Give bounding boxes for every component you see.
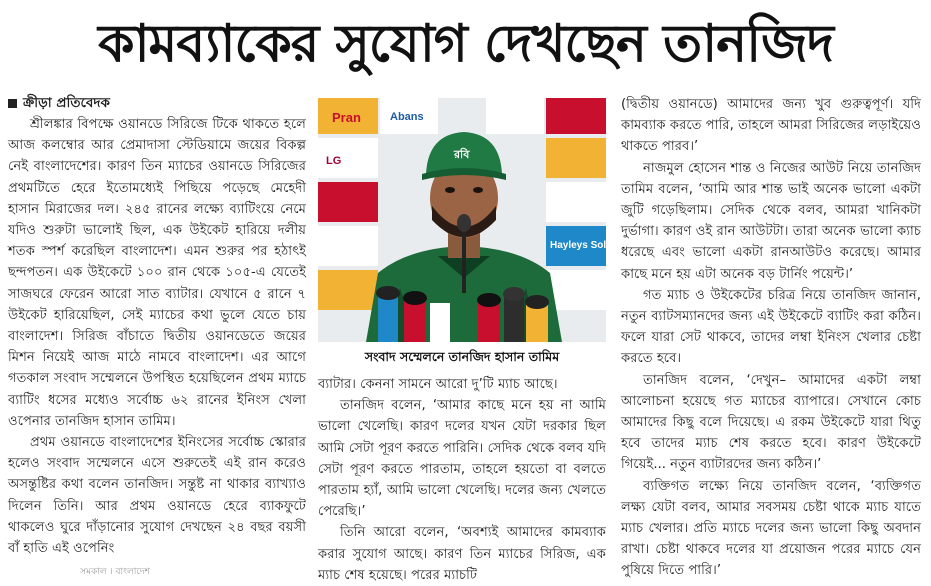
byline-text: ক্রীড়া প্রতিবেদক	[23, 95, 110, 111]
press-conference-image	[318, 98, 616, 342]
article-column-1	[8, 94, 306, 559]
paragraph: তিনি আরো বলেন, ‘অবশ্যই আমাদের কামব্যাক করার সুযোগ আছে। কারণ তিন ম্যাচের সিরিজ, এক ম্যাচ শেষ হয়েছে। পরের ম্যাচটি	[318, 525, 606, 583]
footer-text: সমকাল । বাংলাদেশ	[80, 567, 150, 577]
footer-fragment	[0, 566, 931, 575]
sponsor-text: Hayleys Solar	[550, 240, 616, 251]
paragraph: নাজমুল হোসেন শান্ত ও নিজের আউট নিয়ে তানজিদ তামিম বলেন, ‘আমি আর শান্ত ভাই অনেক ভালো একটা জুটি গড়েছিলাম। সেদিক থেকে বলব, আমরা খানিকটা দুর্ভাগা। কারণ ওই রান আউটটা। তারা অনেক ভালো ক্যাচ ধরেছে এবং ভালো একটা রানআউটও করেছে। আমার কাছে মনে হয় এটা অনেক বড় টার্নিং পয়েন্ট।’	[621, 160, 921, 282]
headline: কামব্যাকের সুযোগ দেখছেন তানজিদ	[98, 14, 833, 74]
byline	[8, 94, 306, 112]
square-bullet-icon	[8, 99, 17, 108]
article-column-2	[318, 374, 606, 586]
paragraph: গত ম্যাচ ও উইকেটের চরিত্র নিয়ে তানজিদ জানান, নতুন ব্যাটসম্যানদের জন্য এই উইকেটে ব্যাটিং করা কঠিন। ফলে যারা সেট থাকবে, তাদের লম্বা ইনিংস খেলার চেষ্টা করতে হবে।	[621, 287, 921, 367]
article-column-3	[621, 94, 921, 582]
sponsor-text: Abans	[390, 111, 424, 123]
paragraph: তানজিদ বলেন, ‘দেখুন– আমাদের একটা লম্বা আলোচনা হয়েছে গত ম্যাচের ব্যাপারে। সেখানে কোচ আমাদের কিছু বলে দিয়েছে। এ রকম উইকেটে যারা থিতু হবে তাদের ম্যাচ শেষ করতে হবে। কারণ উইকেটে গিয়েই... নতুন ব্যাটারদের জন্য কঠিন।’	[621, 372, 921, 473]
sponsor-text: LG	[326, 155, 342, 167]
paragraph: ব্যাটার। কেননা সামনে আরো দু’টি ম্যাচ আছে।	[318, 377, 558, 392]
article-photo	[318, 98, 616, 342]
paragraph: শ্রীলঙ্কার বিপক্ষে ওয়ানডে সিরিজে টিকে থাকতে হলে আজ কলম্বোর আর প্রেমাদাসা স্টেডিয়ামে জয়ের বিকল্প নেই বাংলাদেশের। কারণ তিন ম্যাচের ওয়ানডে সিরিজের প্রথমটিতে হেরে ইতোমধ্যেই পিছিয়ে পড়েছে মেহেদী হাসান মিরাজের দল। ২৪৫ রানের লক্ষ্যে ব্যাটিংয়ে নেমে যদিও শুরুটা ভালোই ছিল, এক উইকেট হারিয়ে দলীয় শতক স্পর্শ করেছিল বাংলাদেশ। এমন শুরুর পর হঠাৎই ছন্দপতন। এক উইকেটে ১০০ রান থেকে ১০৫-এ যেতেই সাজঘরে ফেরেন আরো সাত ব্যাটার। যেখানে ৫ রানে ৭ উইকেট হারিয়েছিল, সেই ম্যাচের কথা ভুলে যেতে চায় বাংলাদেশ। সিরিজ বাঁচাতে দ্বিতীয় ওয়ানডেতে জয়ের মিশন নিয়েই আজ মাঠে নামবে বাংলাদেশ। এর আগে গতকাল সংবাদ সম্মেলনে উপস্থিত হয়েছিলেন প্রথম ম্যাচে ব্যাটিং ধসের মধ্যেও সর্বোচ্চ ৬২ রানের ইনিংস খেলা ওপেনার তানজিদ হাসান তামিম।	[8, 117, 306, 429]
photo-caption: সংবাদ সম্মেলনে তানজিদ হাসান তামিম	[364, 349, 560, 364]
paragraph: (দ্বিতীয় ওয়ানডে) আমাদের জন্য খুব গুরুত্বপূর্ণ। যদি কামব্যাক করতে পারি, তাহলে আমরা সিরিজের লড়াইয়েও থাকতে পারব।’	[621, 97, 921, 155]
paragraph: প্রথম ওয়ানডে বাংলাদেশের ইনিংসের সর্বোচ্চ স্কোরার হলেও সংবাদ সম্মেলনে এসে শুরুতেই এই রান করেও অসন্তুষ্টির কথা বলেন তানজিদ। সন্তুষ্ট না থাকার ব্যাখ্যাও দিলেন তিনি। আর প্রথম ওয়ানডে হেরে ব্যাকফুটে থাকলেও ঘুরে দাঁড়ানোর সুযোগ দেখছেন ২৪ বছর বয়সী বাঁ হাতি এই ওপেনিং	[8, 435, 306, 557]
cap-logo-text: রবি	[454, 148, 470, 161]
sponsor-text: Pran	[332, 110, 361, 125]
paragraph: তানজিদ বলেন, ‘আমার কাছে মনে হয় না আমি ভালো খেলেছি। কারণ দলের যখন যেটা দরকার ছিল আমি সেটা পূরণ করতে পারিনি। সেদিক থেকে বলব যদি সেটা পূরণ করতে পারতাম, তাহলে হয়তো বা বলতে পারতাম হ্যাঁ, আমি ভালো খেলেছি। দলের জন্য খেলতে পেরেছি।’	[318, 398, 606, 520]
paragraph: ব্যক্তিগত লক্ষ্যে নিয়ে তানজিদ বলেন, ‘ব্যক্তিগত লক্ষ্য যেটা বলব, আমার সবসময় চেষ্টা থাকে ম্যাচ যাতে ম্যাচ খেলার। প্রতি ম্যাচে দলের জন্য ভালো কিছু অবদান রাখা। চেষ্টা থাকবে দলের যা প্রয়োজন পরের ম্যাচে যেন পুষিয়ে দিতে পারি।’	[621, 478, 921, 579]
